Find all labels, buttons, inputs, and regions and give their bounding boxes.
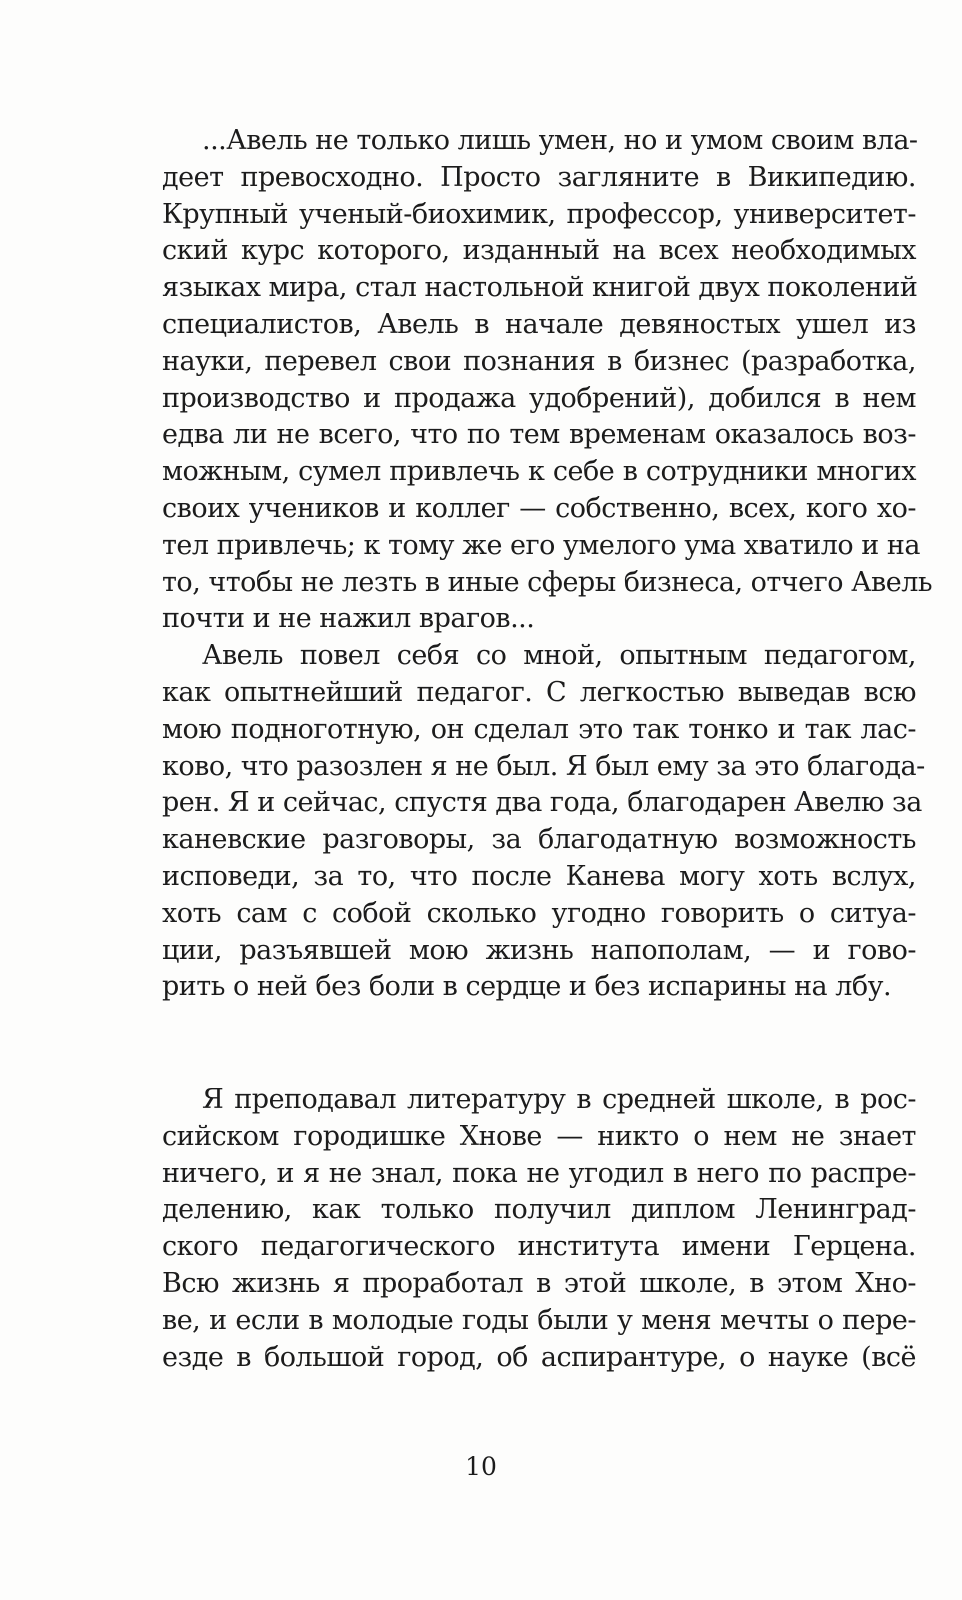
page-number: 10 (465, 1452, 497, 1481)
text-line: языках мира, стал настольной книгой двух поколений (162, 272, 918, 304)
text-line: сийском городишке Хнове — никто о нем не знает (162, 1120, 916, 1152)
text-line: почти и не нажил врагов... (162, 603, 535, 635)
text-line: специалистов, Авель в начале девяностых ушел из (162, 308, 916, 340)
text-line: Авель повел себя со мной, опытным педагогом, (202, 640, 916, 672)
text-line: ...Авель не только лишь умен, но и умом своим вла- (202, 125, 918, 156)
text-line: Крупный ученый-биохимик, профессор, университет- (162, 198, 916, 230)
text-line: науки, перевел свои познания в бизнес (разработка, (162, 345, 916, 377)
text-line: как опытнейший педагог. С легкостью выведав всю (162, 676, 916, 708)
text-line: производство и продажа удобрений), добился в нем (162, 382, 916, 414)
text-line: ве, и если в молодые годы были у меня мечты о пере- (162, 1304, 916, 1336)
text-line: ково, что разозлен я не был. Я был ему за это благода- (162, 750, 925, 782)
text-line: езде в большой город, об аспирантуре, о науке (всё (162, 1341, 916, 1373)
text-line: исповеди, за то, что после Канева могу хоть вслух, (162, 860, 916, 892)
text-line: едва ли не всего, что по тем временам оказалось воз- (162, 419, 916, 451)
text-line: делению, как только получил диплом Ленинград- (162, 1194, 916, 1226)
text-section-1 (162, 123, 933, 1006)
text-line: Всю жизнь я проработал в этой школе, в этом Хно- (162, 1267, 916, 1299)
text-line: ции, разъявшей мою жизнь напополам, — и гово- (162, 934, 916, 966)
text-line: рить о ней без боли в сердце и без испарины на лбу. (162, 971, 892, 1003)
text-line: мою подноготную, он сделал это так тонко и так лас- (162, 713, 916, 745)
text-line: деет превосходно. Просто загляните в Википедию. (162, 161, 916, 193)
text-line: можным, сумел привлечь к себе в сотрудники многих (162, 456, 916, 488)
paragraph-2 (162, 638, 925, 1006)
text-line: Я преподавал литературу в средней школе, в рос- (202, 1084, 916, 1115)
text-line: хоть сам с собой сколько угодно говорить о ситуа- (162, 897, 916, 929)
text-line: тел привлечь; к тому же его умелого ума хватило и на (162, 529, 920, 561)
text-line: ничего, и я не знал, пока не угодил в него по распре- (162, 1157, 916, 1189)
text-line: рен. Я и сейчас, спустя два года, благодарен Авелю за (162, 787, 922, 819)
text-line: то, чтобы не лезть в иные сферы бизнеса, отчего Авель (162, 566, 933, 598)
text-line: каневские разговоры, за благодатную возможность (162, 824, 916, 856)
text-line: ского педагогического института имени Герцена. (162, 1231, 916, 1263)
text-line: ский курс которого, изданный на всех необходимых (162, 235, 916, 267)
text-section-2 (162, 1082, 916, 1376)
paragraph-1 (162, 123, 933, 638)
paragraph-3 (162, 1082, 916, 1376)
text-line: своих учеников и коллег — собственно, всех, кого хо- (162, 492, 916, 524)
